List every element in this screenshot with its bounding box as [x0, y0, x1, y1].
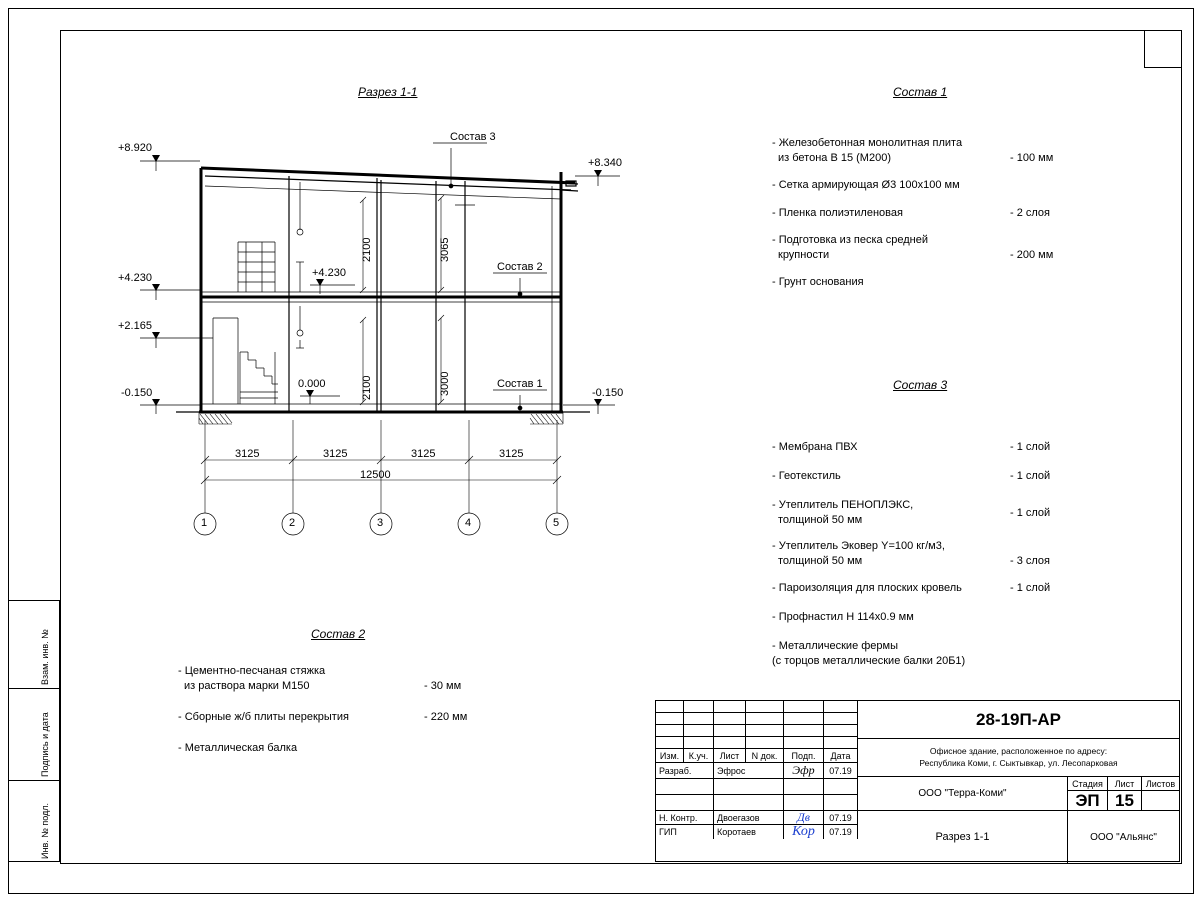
sostav2-list	[178, 664, 508, 765]
tb-blank-10	[784, 713, 824, 725]
tb-blank-0	[656, 701, 684, 713]
sostav1-item-1	[772, 178, 1102, 193]
tb-col-data: Дата	[824, 749, 858, 763]
level-label-4: -0.150	[121, 387, 153, 399]
tb-sheet-no: 15	[1108, 791, 1142, 811]
sostav1-item-1-text: - Сетка армирующая Ø3 100x100 мм	[772, 178, 960, 191]
tb-blank-2	[714, 701, 746, 713]
callout-label-3: Состав 3	[450, 131, 496, 143]
bottom-dim-1: 3125	[235, 448, 260, 460]
tb-object-line1: Офисное здание, расположенное по адресу:	[929, 745, 1108, 756]
level-label-3: +2.165	[118, 320, 152, 332]
sostav3-item-6-text2: (с торцов металлические балки 20Б1)	[772, 654, 966, 667]
tb-blank-7	[684, 713, 714, 725]
sostav1-list	[772, 136, 1102, 300]
vdim-4: 3000	[439, 371, 451, 396]
sostav1-item-4	[772, 275, 1102, 290]
tb-sign-0: Эфр	[784, 763, 824, 779]
total-dim: 12500	[360, 469, 391, 481]
tb-col-list: Лист	[714, 749, 746, 763]
sostav2-item-1-text: - Сборные ж/б плиты перекрытия	[178, 710, 349, 723]
tb-drawing-name: Разрез 1-1	[858, 811, 1068, 863]
tb-blank-4	[784, 701, 824, 713]
sostav1-item-2-text: - Пленка полиэтиленовая	[772, 206, 903, 219]
sostav3-item-4-text: - Пароизоляция для плоских кровель	[772, 582, 962, 595]
tb-blank-1	[684, 701, 714, 713]
sostav3-item-2-text2: толщиной 50 мм	[778, 513, 863, 526]
sostav2-item-0-text: - Цементно-песчаная стяжка	[178, 665, 326, 677]
tb-sheets-total	[1142, 791, 1179, 811]
level-label-1: +8.920	[118, 142, 152, 154]
tb-blank-19	[684, 737, 714, 749]
tb-name-3: Двоегазов	[714, 811, 784, 825]
sostav1-item-3-value: - 200 мм	[1010, 249, 1054, 262]
tb-blank-22	[784, 737, 824, 749]
tb-role-1	[656, 779, 714, 795]
callout-label-2: Состав 2	[497, 261, 543, 273]
sostav3-item-0-value: - 1 слой	[1010, 441, 1051, 453]
sostav3-item-3-text2: толщиной 50 мм	[778, 555, 863, 568]
axis-label-2: 2	[289, 517, 296, 529]
tb-sign-2	[784, 795, 824, 811]
tb-blank-13	[684, 725, 714, 737]
tb-blank-15	[746, 725, 784, 737]
axis-label-5: 5	[553, 517, 560, 529]
tb-blank-6	[656, 713, 684, 725]
sostav3-item-6	[772, 639, 1102, 669]
tb-stage-header: Стадия	[1068, 777, 1108, 791]
sostav2-item-1	[178, 710, 508, 725]
tb-date-3: 07.19	[824, 811, 858, 825]
tb-stage: ЭП	[1068, 791, 1108, 811]
sostav3-item-1-value: - 1 слой	[1010, 469, 1051, 482]
tb-company: ООО "Терра-Коми"	[858, 777, 1068, 811]
tb-role-0: Разраб.	[656, 763, 714, 779]
tb-object-line2: Республика Коми, г. Сыктывкар, ул. Лесопарковая	[919, 757, 1118, 768]
level-label-inner-1: +4.230	[312, 267, 346, 279]
tb-blank-8	[714, 713, 746, 725]
bottom-dim-2: 3125	[323, 448, 348, 460]
tb-blank-21	[746, 737, 784, 749]
title-block	[655, 700, 1180, 862]
level-label-right-2: -0.150	[592, 387, 624, 399]
tb-blank-17	[824, 725, 858, 737]
sostav1-item-4-text: - Грунт основания	[772, 276, 864, 289]
sostav2-item-0	[178, 664, 508, 694]
sostav2-item-2	[178, 741, 508, 756]
tb-sheet-header: Лист	[1108, 777, 1142, 791]
stamp-label-vzam: Взам. инв. №	[40, 629, 50, 685]
level-label-inner-2: 0.000	[298, 378, 326, 390]
sostav3-item-4	[772, 581, 1102, 596]
sostav3-item-3-text: - Утеплитель Эковер Y=100 кг/м3,	[772, 540, 945, 553]
tb-blank-23	[824, 737, 858, 749]
sostav3-item-2-text: - Утеплитель ПЕНОПЛЭКС,	[772, 498, 914, 511]
tb-sign-1	[784, 779, 824, 795]
tb-blank-12	[656, 725, 684, 737]
tb-blank-14	[714, 725, 746, 737]
tb-date-1	[824, 779, 858, 795]
sostav1-title: Состав 1	[893, 85, 948, 99]
axis-label-4: 4	[465, 517, 472, 529]
sostav3-item-2	[772, 498, 1102, 528]
sostav3-item-2-value: - 1 слой	[1010, 506, 1051, 519]
bottom-dim-4: 3125	[499, 448, 524, 460]
tb-blank-11	[824, 713, 858, 725]
level-label-2: +4.230	[118, 272, 152, 284]
stamp-label-podpis: Подпись и дата	[40, 712, 50, 777]
tb-role-2	[656, 795, 714, 811]
tb-date-0: 07.19	[824, 763, 858, 779]
sostav3-item-4-value: - 1 слой	[1010, 582, 1051, 595]
sostav2-item-2-text: - Металлическая балка	[178, 741, 298, 754]
sostav1-item-0-value: - 100 мм	[1010, 152, 1054, 164]
section-title: Разрез 1-1	[358, 85, 418, 99]
sostav3-item-3-value: - 3 слоя	[1010, 555, 1051, 568]
sostav3-item-0-text: - Мембрана ПВХ	[772, 441, 858, 453]
sostav2-item-1-value: - 220 мм	[424, 710, 468, 723]
tb-col-ndok: N док.	[746, 749, 784, 763]
tb-blank-5	[824, 701, 858, 713]
level-label-right-1: +8.340	[588, 157, 622, 169]
sostav2-title: Состав 2	[311, 627, 366, 641]
tb-name-4: Коротаев	[714, 825, 784, 839]
sostav1-item-3-text2: крупности	[778, 249, 830, 262]
sostav1-item-0-text: - Железобетонная монолитная плита	[772, 137, 963, 149]
tb-code: 28-19П-АР	[858, 701, 1179, 739]
tb-blank-9	[746, 713, 784, 725]
axis-label-1: 1	[201, 517, 208, 529]
tb-col-kuch: К.уч.	[684, 749, 714, 763]
tb-object	[858, 739, 1179, 777]
sostav2-item-0-value: - 30 мм	[424, 680, 462, 692]
callout-label-1: Состав 1	[497, 378, 543, 390]
sostav3-item-1-text: - Геотекстиль	[772, 469, 841, 482]
tb-name-2	[714, 795, 784, 811]
tb-name-0: Эфрос	[714, 763, 784, 779]
tb-sheets-header: Листов	[1142, 777, 1179, 791]
sostav3-item-3	[772, 539, 1102, 569]
sostav1-item-3-text: - Подготовка из песка средней	[772, 234, 928, 247]
tb-blank-20	[714, 737, 746, 749]
sostav1-item-3	[772, 233, 1102, 263]
tb-date-2	[824, 795, 858, 811]
vdim-3: 2100	[361, 375, 373, 400]
sostav3-item-1	[772, 469, 1102, 484]
vdim-2: 3065	[439, 237, 451, 262]
sostav3-item-5	[772, 610, 1102, 625]
bottom-dim-3: 3125	[411, 448, 436, 460]
tb-role-3: Н. Контр.	[656, 811, 714, 825]
tb-date-4: 07.19	[824, 825, 858, 839]
sostav3-item-5-text: - Профнастил Н 114x0.9 мм	[772, 610, 914, 623]
sostav1-item-0	[772, 136, 1102, 166]
vdim-1: 2100	[361, 237, 373, 262]
tb-col-podp: Подп.	[784, 749, 824, 763]
sostav1-item-2-value: - 2 слоя	[1010, 206, 1051, 219]
stamp-label-inv: Инв. № подл.	[40, 802, 50, 859]
tb-blank-3	[746, 701, 784, 713]
tb-organization: ООО "Альянс"	[1090, 831, 1157, 843]
tb-col-izm: Изм.	[656, 749, 684, 763]
sostav1-item-2	[772, 206, 1102, 221]
sostav3-item-6-text: - Металлические фермы	[772, 639, 899, 652]
sostav3-list	[772, 440, 1102, 678]
tb-blank-16	[784, 725, 824, 737]
tb-name-1	[714, 779, 784, 795]
sostav1-item-0-text2: из бетона В 15 (М200)	[778, 151, 891, 164]
tb-sign-3: Дв	[784, 811, 824, 825]
axis-label-3: 3	[377, 517, 384, 529]
tb-sign-4: Кор	[784, 825, 824, 839]
sostav2-item-0-text2: из раствора марки М150	[184, 679, 310, 692]
tb-role-4: ГИП	[656, 825, 714, 839]
sostav3-title: Состав 3	[893, 378, 948, 392]
tb-blank-18	[656, 737, 684, 749]
sostav3-item-0	[772, 440, 1102, 455]
